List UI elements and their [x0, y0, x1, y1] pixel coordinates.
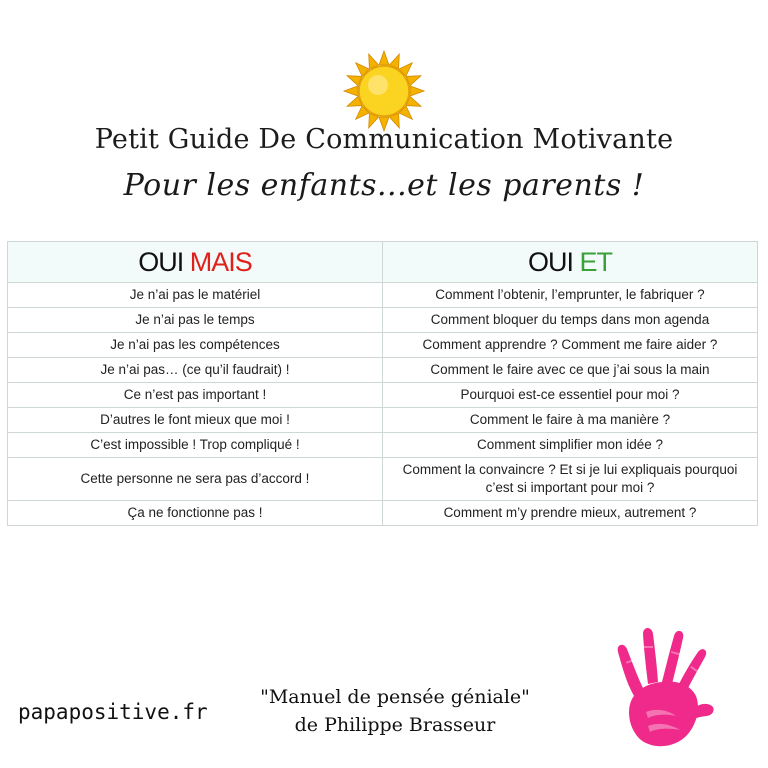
oui-et-cell: Pourquoi est-ce essentiel pour moi ? [383, 383, 758, 408]
oui-et-cell: Comment la convaincre ? Et si je lui expliquais pourquoi c’est si important pour moi ? [383, 458, 758, 501]
oui-mais-cell: Ça ne fonctionne pas ! [8, 501, 383, 526]
oui-mais-cell: D’autres le font mieux que moi ! [8, 408, 383, 433]
table-row [8, 408, 758, 433]
table-row [8, 501, 758, 526]
oui-et-cell: Comment m’y prendre mieux, autrement ? [383, 501, 758, 526]
oui-mais-cell: Ce n’est pas important ! [8, 383, 383, 408]
page-subtitle: Pour les enfants...et les parents ! [123, 168, 645, 203]
oui-et-cell: Comment apprendre ? Comment me faire aider ? [383, 333, 758, 358]
table-row [8, 283, 758, 308]
oui-mais-cell: Je n’ai pas… (ce qu’il faudrait) ! [8, 358, 383, 383]
header-et-label: ET [579, 247, 613, 277]
header-oui-label: OUI [527, 247, 580, 277]
oui-mais-cell: Je n’ai pas les compétences [8, 333, 383, 358]
oui-mais-cell: Je n’ai pas le temps [8, 308, 383, 333]
guide-table [7, 241, 758, 526]
column-header-oui-mais [8, 242, 383, 283]
book-title: "Manuel de pensée géniale" [260, 686, 530, 708]
oui-et-cell: Comment bloquer du temps dans mon agenda [383, 308, 758, 333]
oui-mais-cell: Cette personne ne sera pas d’accord ! [8, 458, 383, 501]
table-row [8, 308, 758, 333]
table-row [8, 383, 758, 408]
sun-icon [343, 50, 425, 132]
table-row [8, 433, 758, 458]
oui-et-cell: Comment le faire avec ce que j’ai sous la main [383, 358, 758, 383]
oui-et-cell: Comment le faire à ma manière ? [383, 408, 758, 433]
book-credit [220, 683, 570, 739]
table-header-row [8, 242, 758, 283]
page-title: Petit Guide De Communication Motivante [94, 124, 674, 155]
handprint-icon [596, 622, 716, 752]
table-row [8, 358, 758, 383]
header-oui-label: OUI [138, 247, 190, 277]
oui-et-cell: Comment simplifier mon idée ? [383, 433, 758, 458]
book-author: de Philippe Brasseur [294, 714, 496, 736]
oui-mais-cell: Je n’ai pas le matériel [8, 283, 383, 308]
column-header-oui-et [383, 242, 758, 283]
brand-link[interactable]: papapositive.fr [18, 700, 208, 724]
oui-et-cell: Comment l’obtenir, l’emprunter, le fabriquer ? [383, 283, 758, 308]
header-mais-label: MAIS [189, 247, 252, 277]
table-row [8, 458, 758, 501]
oui-mais-cell: C’est impossible ! Trop compliqué ! [8, 433, 383, 458]
table-row [8, 333, 758, 358]
